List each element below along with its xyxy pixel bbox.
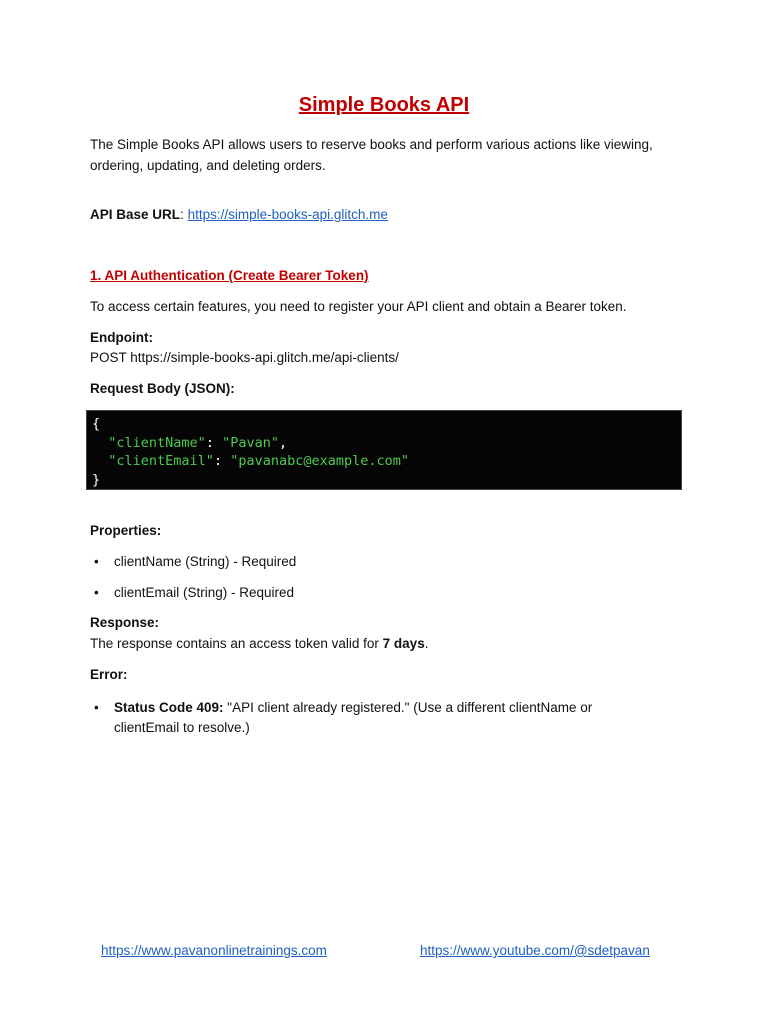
- intro-paragraph: The Simple Books API allows users to reserve books and perform various actions like viewing, ordering, updating, and deleting orders.: [90, 137, 653, 173]
- property-item: • clientName (String) - Required: [114, 554, 296, 569]
- api-base-url-line: [90, 207, 388, 222]
- response-duration: 7 days: [382, 636, 425, 651]
- code-value-client-email: "pavanabc@example.com": [230, 453, 410, 469]
- code-line-close: }: [92, 471, 101, 488]
- code-line-client-email: "clientEmail": "pavanabc@example.com": [108, 453, 410, 469]
- response-text-before: The response contains an access token valid for: [90, 636, 383, 651]
- error-label: Error:: [90, 667, 128, 682]
- section-description: To access certain features, you need to register your API client and obtain a Bearer token.: [90, 299, 627, 314]
- response-label: Response:: [90, 615, 160, 630]
- endpoint-value: POST https://simple-books-api.glitch.me/api-clients/: [90, 350, 399, 365]
- response-text-after: .: [424, 636, 429, 651]
- api-base-url-label: API Base URL: [90, 207, 181, 222]
- api-base-url-sep: :: [180, 207, 184, 222]
- footer-youtube-link[interactable]: https://www.youtube.com/@sdetpavan: [420, 943, 650, 958]
- api-base-url-link[interactable]: https://simple-books-api.glitch.me: [187, 207, 388, 222]
- endpoint-label: Endpoint:: [90, 330, 153, 345]
- error-item: [114, 698, 654, 738]
- footer-website-link[interactable]: https://www.pavanonlinetrainings.com: [101, 943, 327, 958]
- code-value-client-name: "Pavan": [222, 434, 279, 451]
- request-body-label: Request Body (JSON):: [90, 381, 235, 396]
- section-heading-authentication: 1. API Authentication (Create Bearer Token): [90, 268, 369, 283]
- page-title: Simple Books API: [298, 94, 470, 116]
- code-key-client-name: "clientName": [108, 434, 206, 451]
- code-key-client-email: "clientEmail": [108, 453, 214, 469]
- property-item: • clientEmail (String) - Required: [114, 585, 294, 600]
- error-status-code: Status Code 409:: [114, 700, 224, 715]
- code-line-client-name: "clientName": "Pavan",: [108, 434, 288, 451]
- error-text-line1: "API client already registered." (Use a different clientName or: [223, 700, 593, 715]
- properties-label: Properties:: [90, 523, 162, 538]
- error-text-line2: clientEmail to resolve.): [114, 720, 250, 735]
- json-code-block: [86, 410, 682, 490]
- code-line-open: {: [92, 416, 101, 432]
- response-text: [90, 636, 428, 651]
